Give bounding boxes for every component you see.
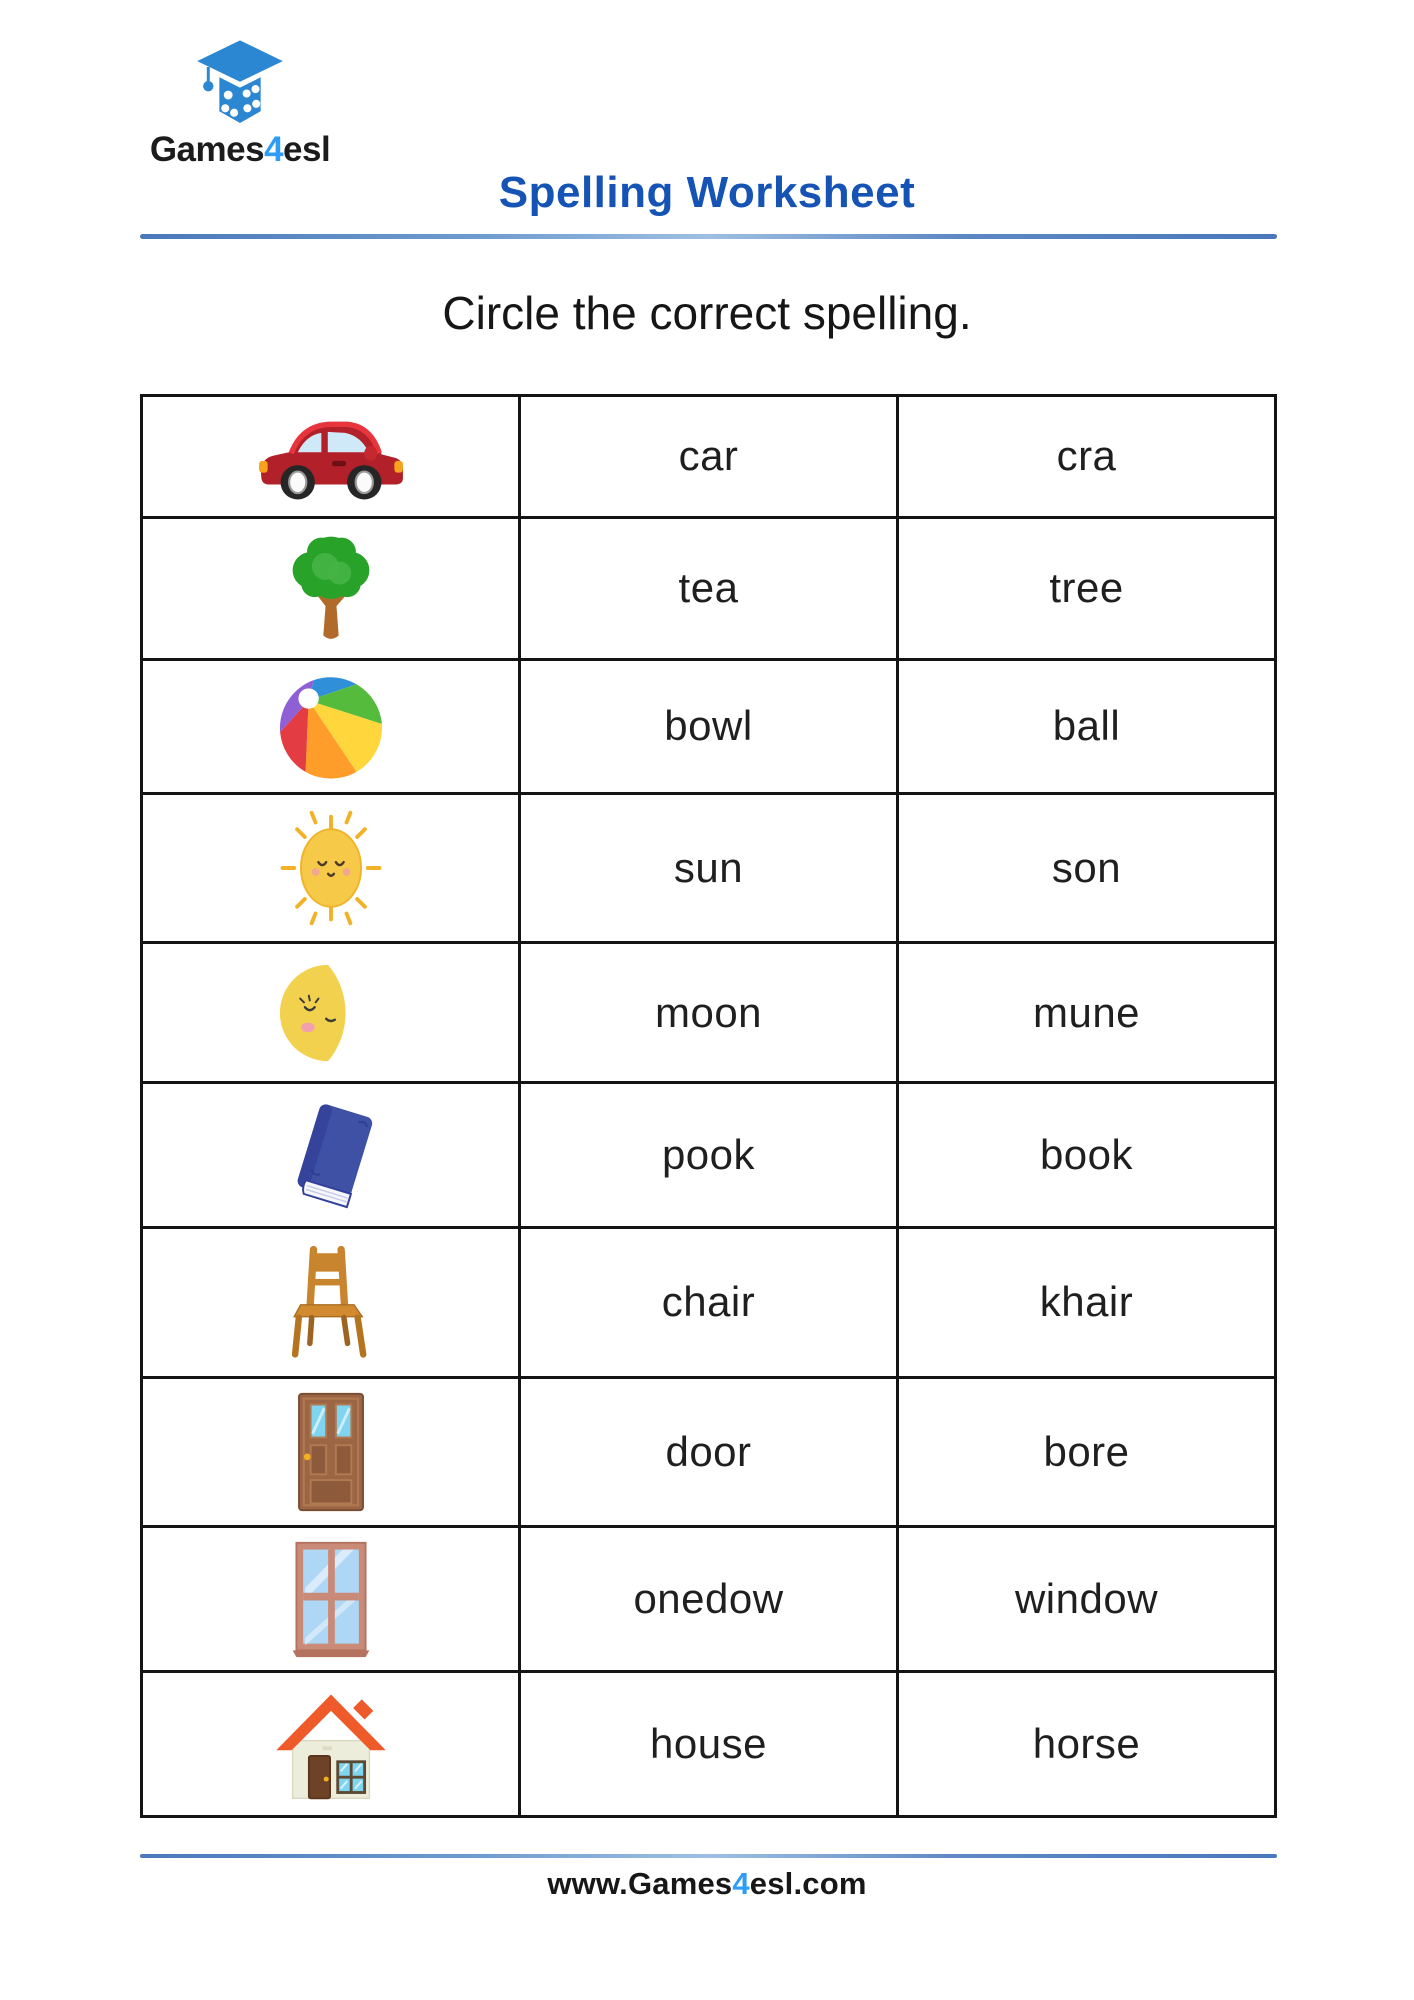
image-cell: [142, 1672, 520, 1817]
option-cell[interactable]: door: [520, 1377, 898, 1527]
image-cell: [142, 1527, 520, 1672]
option-cell[interactable]: onedow: [520, 1527, 898, 1672]
option-cell[interactable]: tree: [898, 517, 1276, 660]
option-cell[interactable]: window: [898, 1527, 1276, 1672]
image-cell: [142, 660, 520, 793]
ball-icon: [275, 670, 387, 782]
table-row: [142, 1377, 1276, 1527]
option-cell[interactable]: car: [520, 396, 898, 518]
option-cell[interactable]: sun: [520, 793, 898, 943]
table-row: [142, 1083, 1276, 1228]
image-cell: [142, 1377, 520, 1527]
car-icon: [247, 405, 415, 507]
image-cell: [142, 1228, 520, 1378]
option-cell[interactable]: tea: [520, 517, 898, 660]
option-cell[interactable]: son: [898, 793, 1276, 943]
option-cell[interactable]: chair: [520, 1228, 898, 1378]
page-title: Spelling Worksheet: [498, 168, 916, 217]
image-cell: [142, 1083, 520, 1228]
image-cell: [142, 793, 520, 943]
option-cell[interactable]: bore: [898, 1377, 1276, 1527]
option-cell[interactable]: cra: [898, 396, 1276, 518]
header-divider: [140, 234, 1277, 239]
book-icon: [277, 1094, 385, 1216]
dice-graduation-cap-icon: [188, 36, 292, 126]
table-row: [142, 1527, 1276, 1672]
image-cell: [142, 396, 520, 518]
instruction-text: Circle the correct spelling.: [442, 287, 972, 339]
footer-divider: [140, 1854, 1277, 1858]
option-cell[interactable]: mune: [898, 943, 1276, 1083]
option-cell[interactable]: moon: [520, 943, 898, 1083]
tree-icon: [283, 528, 379, 648]
moon-icon: [278, 954, 384, 1072]
option-cell[interactable]: khair: [898, 1228, 1276, 1378]
table-row: [142, 517, 1276, 660]
worksheet-table: [140, 394, 1277, 1818]
door-icon: [287, 1389, 375, 1515]
table-row: [142, 943, 1276, 1083]
image-cell: [142, 943, 520, 1083]
table-row: [142, 793, 1276, 943]
table-row: [142, 660, 1276, 793]
option-cell[interactable]: bowl: [520, 660, 898, 793]
window-icon: [283, 1538, 379, 1660]
image-cell: [142, 517, 520, 660]
table-row: [142, 1672, 1276, 1817]
option-cell[interactable]: book: [898, 1083, 1276, 1228]
chair-icon: [285, 1239, 377, 1365]
option-cell[interactable]: house: [520, 1672, 898, 1817]
option-cell[interactable]: ball: [898, 660, 1276, 793]
option-cell[interactable]: horse: [898, 1672, 1276, 1817]
house-icon: [268, 1683, 394, 1805]
logo: [134, 36, 346, 170]
table-row: [142, 396, 1276, 518]
sun-icon: [272, 805, 390, 931]
logo-wordmark: Games4esl: [149, 130, 331, 169]
footer-url: www.Games4esl.com: [547, 1866, 867, 1901]
option-cell[interactable]: pook: [520, 1083, 898, 1228]
table-row: [142, 1228, 1276, 1378]
